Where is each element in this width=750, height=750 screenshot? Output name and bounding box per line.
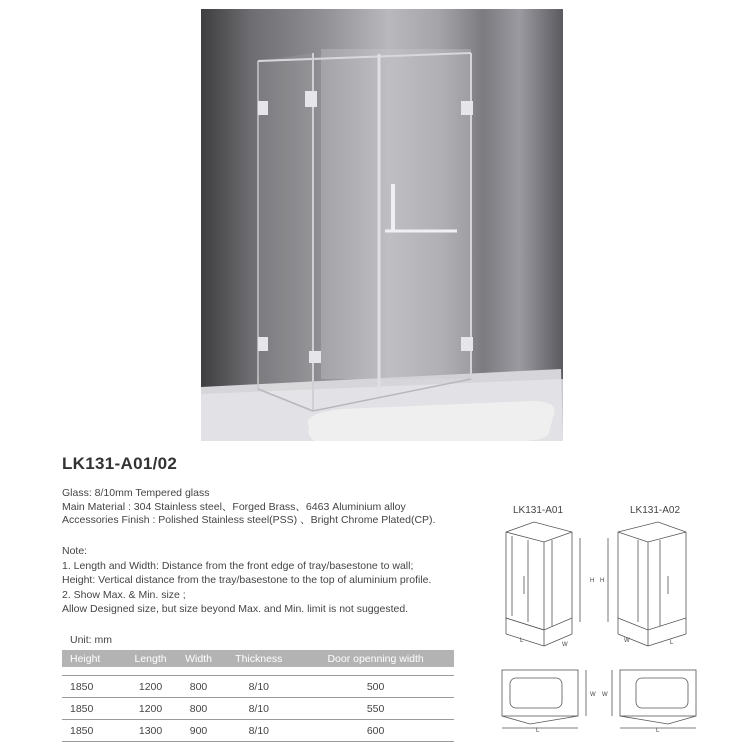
height-mark: H	[590, 578, 595, 584]
col-width: Width	[177, 650, 221, 667]
unit-label: Unit: mm	[70, 634, 112, 646]
model-title: LK131-A01/02	[62, 454, 178, 473]
notes-block	[62, 544, 431, 617]
shower-enclosure-illustration	[201, 9, 563, 441]
length-mark: L	[520, 638, 524, 644]
cell: 900	[177, 720, 221, 742]
cell: 8/10	[220, 676, 297, 698]
col-length: Length	[124, 650, 176, 667]
cell: 550	[297, 698, 454, 720]
notes-heading: Note:	[62, 545, 88, 557]
cell: 8/10	[220, 698, 297, 720]
width-mark: W	[590, 692, 596, 698]
cell: 800	[177, 698, 221, 720]
spec-material: Main Material : 304 Stainless steel、Forged Brass、6463 Aluminium alloy	[62, 500, 406, 513]
length-mark: L	[670, 640, 674, 646]
cell: 1200	[124, 698, 176, 720]
cell: 8/10	[220, 720, 297, 742]
table-row	[62, 676, 454, 698]
cell: 1300	[124, 720, 176, 742]
diagram-label-a01: LK131-A01	[513, 505, 564, 516]
note-line: 2. Show Max. & Min. size ;	[62, 588, 186, 601]
diagram-label-a02: LK131-A02	[630, 505, 681, 516]
cell: 1850	[62, 698, 124, 720]
cell: 600	[297, 720, 454, 742]
a02-plan-view	[620, 670, 696, 716]
spec-finish: Accessories Finish : Polished Stainless steel(PSS) 、Bright Chrome Plated(CP).	[62, 514, 436, 526]
cell: 500	[297, 676, 454, 698]
a01-plan-view	[502, 670, 578, 716]
table-header-row	[62, 650, 454, 667]
table-spacer	[62, 667, 454, 676]
length-mark: L	[536, 728, 540, 733]
technical-diagrams	[490, 518, 720, 733]
cell: 1200	[124, 676, 176, 698]
spec-glass: Glass: 8/10mm Tempered glass	[62, 487, 210, 499]
length-mark: L	[656, 728, 660, 733]
width-mark: W	[624, 638, 630, 644]
width-mark: W	[562, 642, 568, 648]
cell: 1850	[62, 720, 124, 742]
note-line: Height: Vertical distance from the tray/basestone to the top of aluminium profile.	[62, 574, 432, 586]
product-photo	[201, 9, 563, 441]
height-mark: H	[600, 578, 605, 584]
a02-enclosure-outline	[618, 522, 686, 630]
table-row	[62, 698, 454, 720]
size-table	[62, 650, 454, 742]
col-thickness: Thickness	[220, 650, 297, 667]
col-door-width: Door openning width	[297, 650, 454, 667]
specs-block	[62, 487, 435, 528]
cell: 1850	[62, 676, 124, 698]
note-line: 1. Length and Width: Distance from the front edge of tray/basestone to wall;	[62, 559, 414, 572]
cell: 800	[177, 676, 221, 698]
a01-enclosure-outline	[506, 522, 572, 630]
note-line: Allow Designed size, but size beyond Max. and Min. limit is not suggested.	[62, 603, 409, 615]
table-row	[62, 720, 454, 742]
width-mark: W	[602, 692, 608, 698]
col-height: Height	[62, 650, 124, 667]
